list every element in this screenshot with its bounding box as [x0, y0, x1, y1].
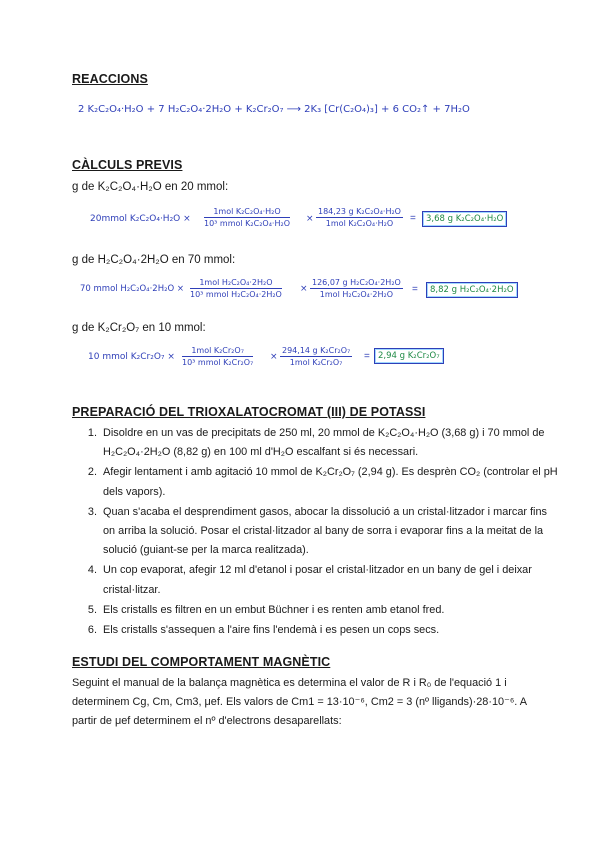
- calc1-f1-num: 1mol K₂C₂O₄·H₂O: [204, 207, 290, 218]
- heading-preparacio: PREPARACIÓ DEL TRIOXALATOCROMAT (III) DE POTASSI: [72, 405, 426, 419]
- calc2-start: 70 mmol H₂C₂O₄·2H₂O ×: [80, 284, 185, 294]
- calc1-equals: =: [410, 213, 416, 224]
- calc3-factor2: [280, 346, 352, 367]
- procedure-step: 2. Afegir lentament i amb agitació 10 mmol de K₂Cr₂O₇ (2,94 g). Es desprèn CO₂ (controlar el pH dels vapors).: [100, 463, 558, 501]
- procedure-step: 3. Quan s'acaba el desprendiment gasos, abocar la dissolució a un cristal·litzador i marcar fins on arriba la solució. Posar el cristal·litzador al bany de sorra i evaporar fins a la meitat de la solució (guiant-se per la marca realitzada).: [100, 503, 558, 561]
- procedure-steps: [72, 424, 558, 641]
- calc1-factor1: [204, 207, 290, 228]
- calc2-equals: =: [412, 284, 418, 295]
- calc3-times: ×: [270, 352, 278, 362]
- calc3-f2-num: 294,14 g K₂Cr₂O₇: [282, 346, 351, 355]
- calc1-f2-den: 1mol K₂C₂O₄·H₂O: [325, 219, 394, 228]
- heading-estudi: ESTUDI DEL COMPORTAMENT MAGNÈTIC: [72, 655, 331, 669]
- calc2-factor2: [310, 278, 403, 299]
- procedure-step: 5. Els cristalls es filtren en un embut Büchner i es renten amb etanol fred.: [100, 601, 558, 620]
- calc2-f1-num: 1mol H₂C₂O₄·2H₂O: [190, 278, 282, 289]
- estudi-paragraph: Seguint el manual de la balança magnètica es determina el valor de R i R₀ de l'equació 1 i determinem Cg, Cm, Cm3, μef. Els valors de Cm1 = 13·10⁻⁶, Cm2 = 3 (nº lligands)·28·10⁻⁶. A partir de μef determinem el nº d'electrons desaparellats:: [72, 677, 527, 727]
- calc2-result: 8,82 g H₂C₂O₄·2H₂O: [426, 282, 518, 298]
- calc3-label: g de K₂Cr₂O₇ en 10 mmol:: [72, 322, 206, 334]
- calc3-f1-num: 1mol K₂Cr₂O₇: [182, 346, 253, 357]
- calc1-times: ×: [306, 214, 314, 224]
- calc1-f1-den: 10³ mmol K₂C₂O₄·H₂O: [204, 219, 290, 228]
- reaction-equation: 2 K₂C₂O₄·H₂O + 7 H₂C₂O₄·2H₂O + K₂Cr₂O₇ ⟶ 2K₃ [Cr(C₂O₄)₃] + 6 CO₂↑ + 7H₂O: [78, 104, 470, 115]
- calc2-factor1: [190, 278, 282, 299]
- calc2-f2-num: 126,07 g H₂C₂O₄·2H₂O: [312, 278, 401, 287]
- calc3-f2-den: 1mol K₂Cr₂O₇: [289, 358, 343, 367]
- calc2-f2-den: 1mol H₂C₂O₄·2H₂O: [319, 290, 394, 299]
- procedure-step: 4. Un cop evaporat, afegir 12 ml d'etanol i posar el cristal·litzador en un bany de gel i deixar cristal·litzar.: [100, 561, 558, 599]
- calc1-start: 20mmol K₂C₂O₄·H₂O ×: [90, 214, 191, 224]
- calc1-result: 3,68 g K₂C₂O₄·H₂O: [422, 211, 507, 227]
- calc2-label: g de H₂C₂O₄·2H₂O en 70 mmol:: [72, 254, 236, 266]
- calc1-f2-num: 184,23 g K₂C₂O₄·H₂O: [318, 207, 401, 216]
- calc3-f1-den: 10³ mmol K₂Cr₂O₇: [182, 358, 254, 367]
- heading-calculs: CÀLCULS PREVIS: [72, 158, 183, 172]
- calc3-result: 2,94 g K₂Cr₂O₇: [374, 348, 444, 364]
- calc1-label: g de K₂C₂O₄·H₂O en 20 mmol:: [72, 181, 229, 193]
- calc3-start: 10 mmol K₂Cr₂O₇ ×: [88, 352, 175, 362]
- calc3-equals: =: [364, 351, 370, 362]
- calc2-times: ×: [300, 284, 308, 294]
- procedure-step: 1. Disoldre en un vas de precipitats de 250 ml, 20 mmol de K₂C₂O₄·H₂O (3,68 g) i 70 mmol de H₂C₂O₄·2H₂O (8,82 g) en 100 ml d'H₂O escalfant si és necessari.: [100, 424, 558, 462]
- procedure-step: 6. Els cristalls s'assequen a l'aire fins l'endemà i es pesen un cops secs.: [100, 621, 558, 640]
- calc3-factor1: [182, 346, 253, 367]
- calc2-f1-den: 10³ mmol H₂C₂O₄·2H₂O: [190, 290, 282, 299]
- heading-reaccions: REACCIONS: [72, 72, 148, 86]
- calc1-factor2: [316, 207, 403, 228]
